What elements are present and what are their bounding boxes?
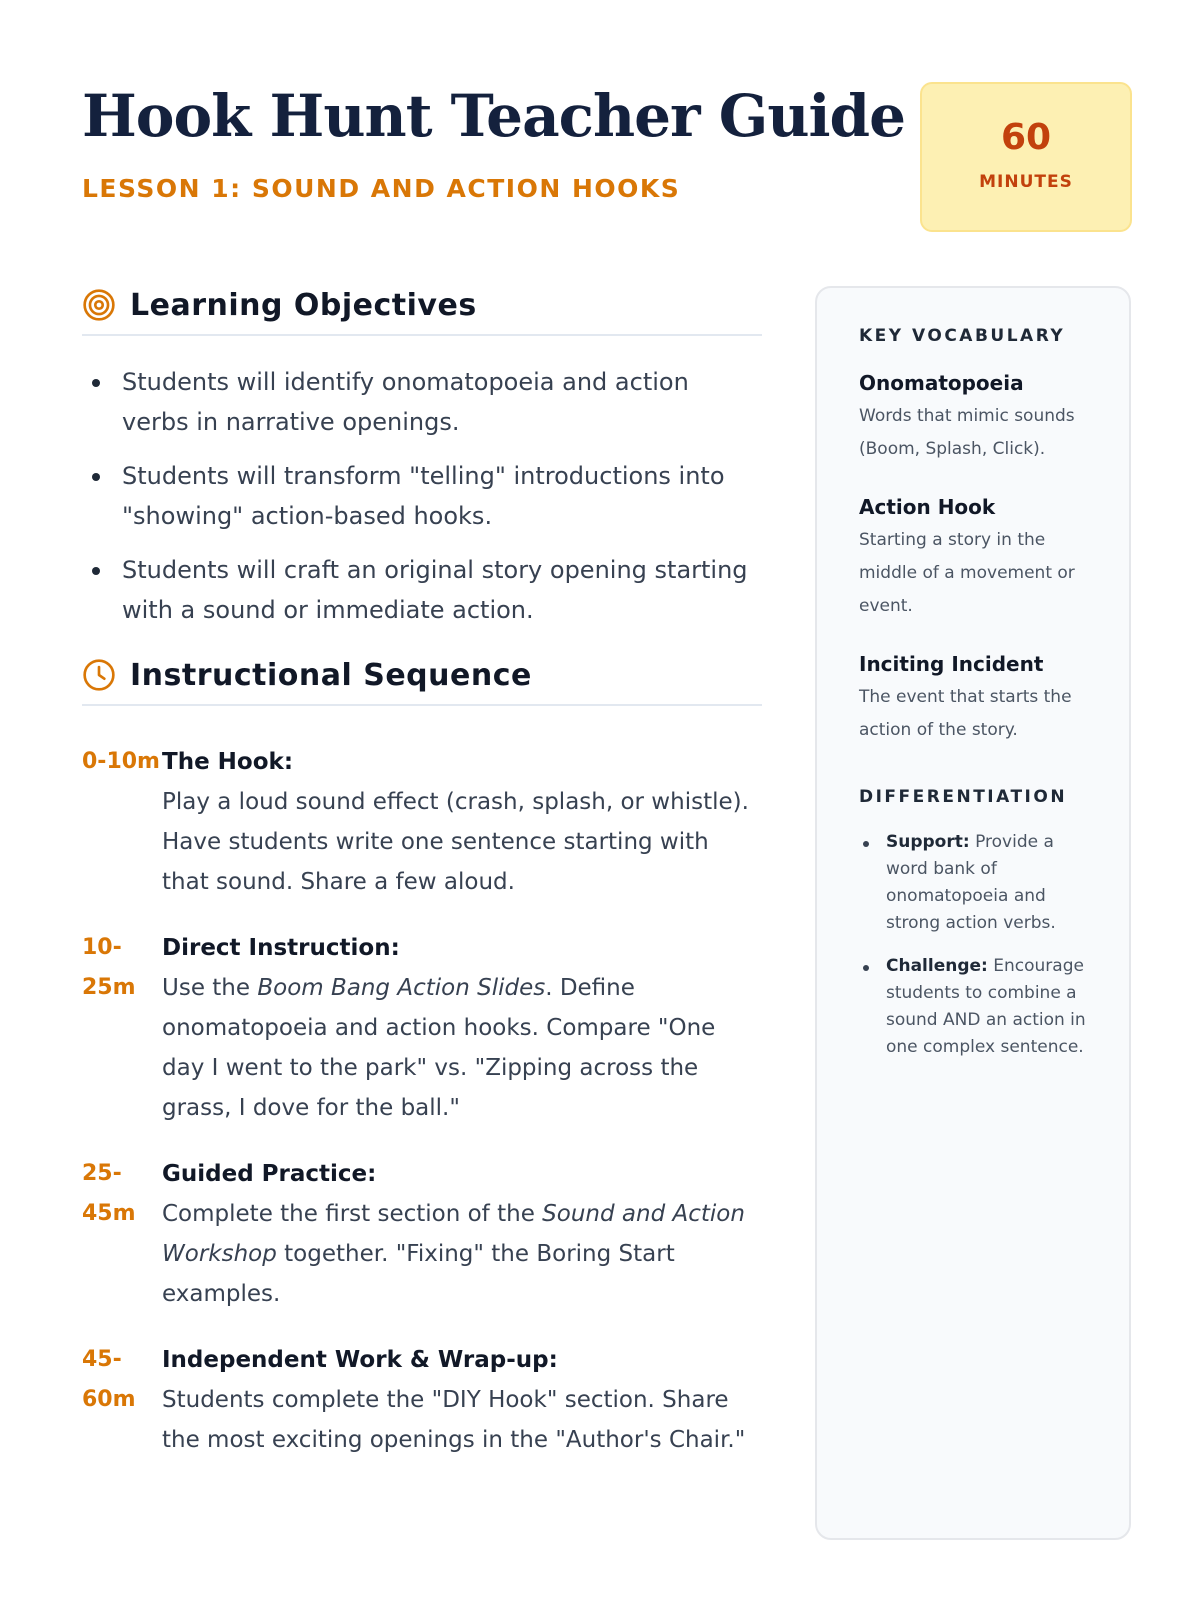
differentiation-item: Support: Provide a word bank of onomatopoeia and strong action verbs. [859, 829, 1095, 937]
sequence-step [82, 928, 762, 1128]
sequence-title: Instructional Sequence [130, 657, 532, 693]
objective-item: Students will transform "telling" introductions into "showing" action-based hooks. [82, 456, 762, 536]
vocabulary-heading: KEY VOCABULARY [859, 326, 1066, 346]
vocabulary-term: Onomatopoeia [859, 371, 1024, 395]
objective-item: Students will identify onomatopoeia and action verbs in narrative openings. [82, 362, 762, 442]
target-icon [82, 288, 116, 322]
differentiation-item: Challenge: Encourage students to combine a sound AND an action in one complex sentence. [859, 953, 1095, 1061]
main-content [82, 282, 762, 1486]
sequence-step [82, 1340, 762, 1460]
vocabulary-item [859, 494, 1095, 623]
vocabulary-definition: Words that mimic sounds (Boom, Splash, Click). [859, 406, 1075, 459]
vocabulary-definition: The event that starts the action of the story. [859, 687, 1072, 740]
vocabulary-item [859, 370, 1095, 466]
vocabulary-term: Action Hook [859, 495, 996, 519]
sequence-step [82, 742, 762, 902]
differentiation-label: Support: [886, 832, 970, 852]
duration-unit: MINUTES [979, 172, 1073, 192]
vocabulary-list [859, 370, 1095, 747]
sequence-header [82, 652, 762, 706]
page-title: Hook Hunt Teacher Guide [82, 82, 905, 150]
sequence-step [82, 1154, 762, 1314]
step-title: Independent Work & Wrap-up: [162, 1347, 558, 1373]
step-description: Complete the first section of the Sound and Action Workshop together. "Fixing" the Boring Start examples. [162, 1201, 745, 1307]
lesson-subtitle: LESSON 1: SOUND AND ACTION HOOKS [82, 174, 681, 203]
step-time: 25-45m [82, 1161, 136, 1226]
differentiation-label: Challenge: [886, 956, 988, 976]
resource-title: Boom Bang Action Slides [257, 975, 546, 1001]
step-time: 0-10m [82, 749, 160, 774]
step-description: Play a loud sound effect (crash, splash, or whistle). Have students write one sentence starting with that sound. Share a few aloud. [162, 789, 749, 895]
clock-icon [82, 658, 116, 692]
duration-badge [920, 82, 1132, 232]
objective-item: Students will craft an original story opening starting with a sound or immediate action. [82, 550, 762, 630]
step-title: Direct Instruction: [162, 935, 400, 961]
step-description: Use the Boom Bang Action Slides. Define onomatopoeia and action hooks. Compare "One day I went to the park" vs. "Zipping across the grass, I dove for the ball." [162, 975, 716, 1121]
step-description: Students complete the "DIY Hook" section. Share the most exciting openings in the "Author's Chair." [162, 1387, 746, 1453]
step-title: Guided Practice: [162, 1161, 377, 1187]
sequence-steps [82, 742, 762, 1460]
step-title: The Hook: [162, 749, 294, 775]
resource-title: Sound and Action Workshop [162, 1201, 745, 1267]
vocabulary-term: Inciting Incident [859, 652, 1044, 676]
step-time: 45-60m [82, 1347, 136, 1412]
vocabulary-definition: Starting a story in the middle of a movement or event. [859, 530, 1075, 616]
page-header [82, 80, 1132, 240]
objectives-title: Learning Objectives [130, 287, 477, 323]
step-time: 10-25m [82, 935, 136, 1000]
vocabulary-item [859, 651, 1095, 747]
differentiation-list [859, 829, 1095, 1061]
duration-value: 60 [1000, 117, 1052, 158]
differentiation-heading: DIFFERENTIATION [859, 787, 1068, 807]
objectives-list [82, 362, 762, 630]
objectives-header [82, 282, 762, 336]
sidebar-panel [815, 286, 1131, 1540]
